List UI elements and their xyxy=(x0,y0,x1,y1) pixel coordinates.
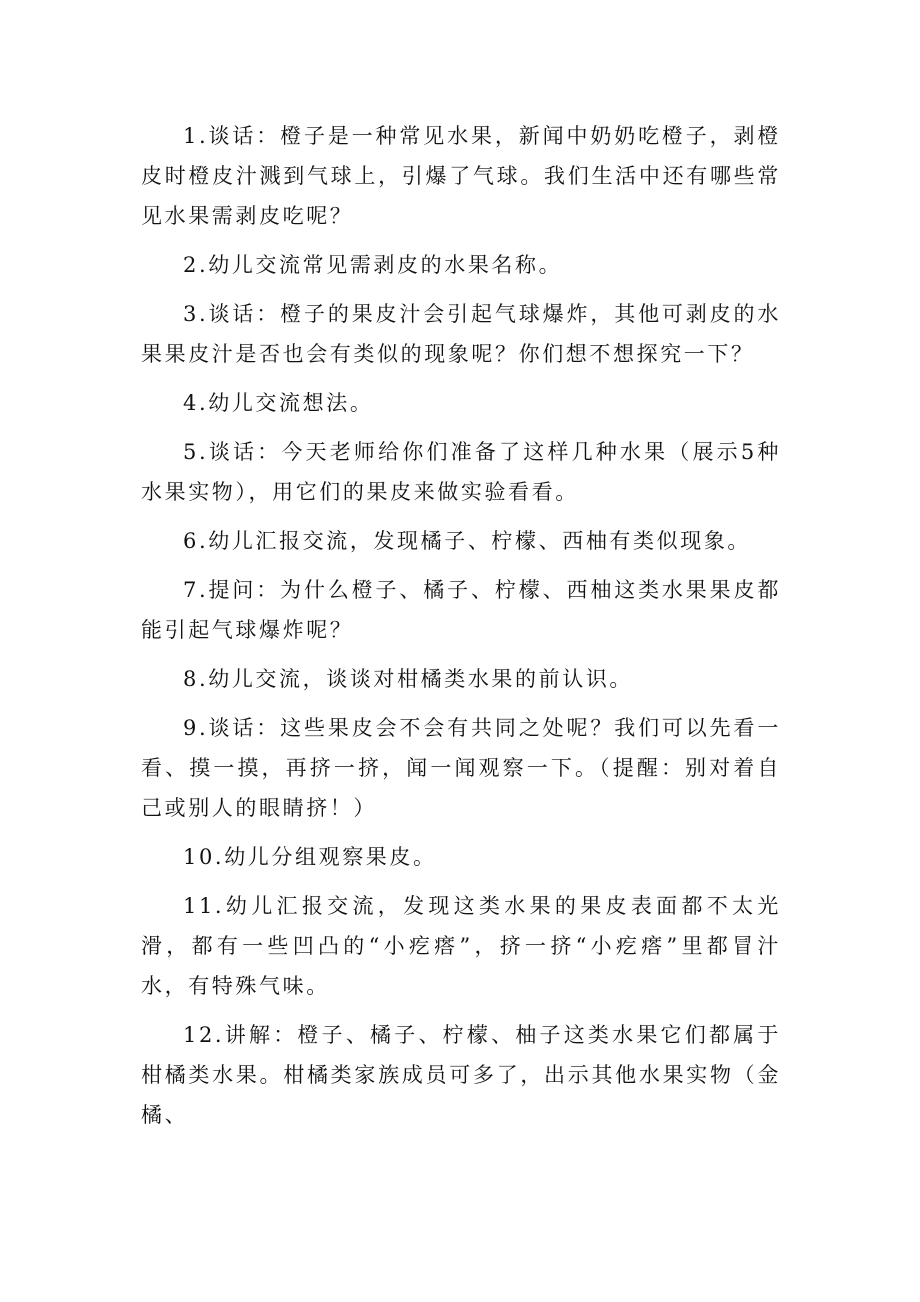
paragraph-10: 10.幼儿分组观察果皮。 xyxy=(183,845,437,869)
paragraph-9: 9.谈话：这些果皮会不会有共同之处呢？我们可以先看一看、摸一摸，再挤一挤，闻一闻观察一下。（提醒：别对着自己或别人的眼睛挤！） xyxy=(141,716,781,820)
paragraph-4: 4.幼儿交流想法。 xyxy=(183,391,374,415)
paragraph-5: 5.谈话：今天老师给你们准备了这样几种水果（展示5种水果实物），用它们的果皮来做实验看看。 xyxy=(141,440,781,504)
paragraph-7: 7.提问：为什么橙子、橘子、柠檬、西柚这类水果果皮都能引起气球爆炸呢？ xyxy=(141,578,781,642)
paragraph-3: 3.谈话：橙子的果皮汁会引起气球爆炸，其他可剥皮的水果果皮汁是否也会有类似的现象呢？你们想不想探究一下？ xyxy=(141,302,781,366)
paragraph-11: 11.幼儿汇报交流，发现这类水果的果皮表面都不太光滑，都有一些凹凸的“小疙瘩”，挤一挤“小疙瘩”里都冒汁水，有特殊气味。 xyxy=(141,894,781,998)
paragraph-6: 6.幼儿汇报交流，发现橘子、柠檬、西柚有类似现象。 xyxy=(183,529,752,553)
paragraph-2: 2.幼儿交流常见需剥皮的水果名称。 xyxy=(183,253,563,277)
document-body xyxy=(141,116,781,1144)
paragraph-8: 8.幼儿交流，谈谈对柑橘类水果的前认识。 xyxy=(183,667,634,691)
paragraph-1: 1.谈话：橙子是一种常见水果，新闻中奶奶吃橙子，剥橙皮时橙皮汁溅到气球上，引爆了气球。我们生活中还有哪些常见水果需剥皮吃呢？ xyxy=(141,124,781,228)
paragraph-12: 12.讲解：橙子、橘子、柠檬、柚子这类水果它们都属于柑橘类水果。柑橘类家族成员可多了，出示其他水果实物（金橘、 xyxy=(141,1023,781,1127)
